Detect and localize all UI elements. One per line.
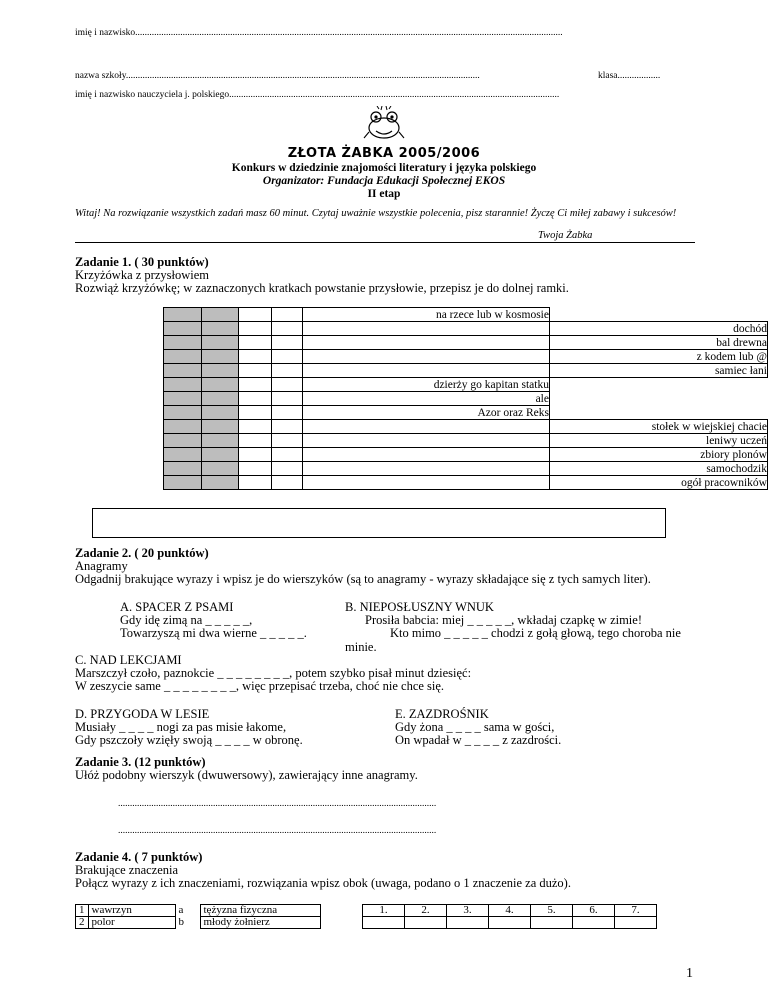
crossword-cell[interactable] (164, 392, 202, 406)
crossword-clue: samochodzik (549, 462, 767, 476)
teacher-line[interactable]: imię i nazwisko nauczyciela j. polskiego........................................................................................................................................... (75, 90, 560, 100)
task1-heading: Zadanie 1. ( 30 punktów) (75, 255, 209, 269)
crossword-clue: ogół pracowników (549, 476, 767, 490)
answer-label: 5. (531, 905, 573, 917)
crossword-clue: z kodem lub @ (549, 350, 767, 364)
crossword-cell[interactable] (201, 308, 239, 322)
crossword-cell[interactable] (272, 462, 303, 476)
crossword-row (164, 462, 768, 476)
crossword-clue: bal drewna (549, 336, 767, 350)
name-line[interactable]: imię i nazwisko.................................................................................................................................................................................... (75, 28, 563, 38)
task1-instruction: Rozwiąż krzyżówkę; w zaznaczonych kratkach powstanie przysłowie, przepisz je do dolnej ramki. (75, 281, 569, 295)
crossword-cell[interactable] (164, 434, 202, 448)
answer-cell[interactable] (489, 917, 531, 929)
crossword-cell[interactable] (239, 350, 272, 364)
answer-cell[interactable] (573, 917, 615, 929)
row-number: 2 (76, 917, 89, 929)
crossword-row (164, 448, 768, 462)
task3-instruction: Ułóż podobny wierszyk (dwuwersowy), zawierający inne anagramy. (75, 768, 418, 782)
crossword-cell[interactable] (303, 350, 550, 364)
task4-subtitle: Brakujące znaczenia (75, 863, 179, 877)
intro-text: Witaj! Na rozwiązanie wszystkich zadań masz 60 minut. Czytaj uważnie wszystkie polecenia, pisz starannie! Życzę Ci miłej zabawy i sukcesów! (75, 208, 677, 219)
crossword-cell[interactable] (239, 406, 272, 420)
crossword-row (164, 392, 768, 406)
word-cell: wawrzyn (88, 905, 175, 917)
meaning-letter: b (175, 917, 200, 929)
poem-b-title: B. NIEPOSŁUSZNY WNUK (345, 600, 494, 614)
crossword-cell[interactable] (239, 448, 272, 462)
crossword-cell[interactable] (303, 462, 550, 476)
crossword-cell[interactable] (164, 308, 202, 322)
crossword-cell[interactable] (201, 420, 239, 434)
poem-b-line1: Prosiła babcia: miej _ _ _ _ _, wkładaj czapkę w zimie! (365, 613, 642, 627)
poem-e-line2: On wpadał w _ _ _ _ z zazdrości. (395, 733, 562, 747)
word-meaning-table (75, 904, 321, 929)
poem-a-title: A. SPACER Z PSAMI (120, 600, 234, 614)
frog-logo-icon (360, 106, 408, 142)
crossword-cell[interactable] (272, 322, 303, 336)
crossword-clue: dzierży go kapitan statku (303, 378, 550, 392)
meaning-cell: tężyzna fizyczna (200, 905, 320, 917)
crossword-row (164, 434, 768, 448)
answer-label: 7. (615, 905, 657, 917)
crossword-cell[interactable] (201, 364, 239, 378)
crossword-cell[interactable] (164, 406, 202, 420)
crossword-cell[interactable] (272, 448, 303, 462)
meaning-letter: a (175, 905, 200, 917)
answer-cell[interactable] (615, 917, 657, 929)
crossword-cell[interactable] (164, 364, 202, 378)
crossword-cell[interactable] (201, 350, 239, 364)
crossword-clue: leniwy uczeń (549, 434, 767, 448)
poem-e-line1: Gdy żona _ _ _ _ sama w gości, (395, 720, 555, 734)
poem-b-line3: minie. (345, 640, 377, 654)
contest-title: ZŁOTA ŻABKA 2005/2006 (287, 146, 481, 161)
poem-d-title: D. PRZYGODA W LESIE (75, 707, 210, 721)
row-number: 1 (76, 905, 89, 917)
poem-answer-line2[interactable]: ...................................................................................................................................... (118, 826, 437, 836)
crossword-cell[interactable] (272, 406, 303, 420)
poem-a-line2: Towarzyszą mi dwa wierne _ _ _ _ _. (120, 626, 307, 640)
crossword-clue: samiec łani (549, 364, 767, 378)
task1-subtitle: Krzyżówka z przysłowiem (75, 268, 209, 282)
crossword-cell[interactable] (239, 336, 272, 350)
crossword-row (164, 364, 768, 378)
crossword-cell[interactable] (239, 420, 272, 434)
poem-c-line2: W zeszycie same _ _ _ _ _ _ _ _, więc przepisać trzeba, choć nie chce się. (75, 679, 445, 693)
crossword-cell[interactable] (239, 378, 272, 392)
crossword-row (164, 378, 768, 392)
answer-cell[interactable] (405, 917, 447, 929)
answer-label: 2. (405, 905, 447, 917)
answer-label: 3. (447, 905, 489, 917)
crossword-cell[interactable] (303, 420, 550, 434)
crossword-cell[interactable] (272, 378, 303, 392)
task2-instruction: Odgadnij brakujące wyrazy i wpisz je do wierszyków (są to anagramy - wyrazy składające się z tych samych liter). (75, 572, 651, 586)
crossword-cell[interactable] (303, 434, 550, 448)
crossword-cell[interactable] (239, 434, 272, 448)
crossword-cell[interactable] (164, 462, 202, 476)
poem-answer-line1[interactable]: ...................................................................................................................................... (118, 799, 437, 809)
poem-c-line1: Marszczył czoło, paznokcie _ _ _ _ _ _ _ _, potem szybko pisał minut dziesięć: (75, 666, 472, 680)
crossword-row (164, 420, 768, 434)
crossword-cell[interactable] (239, 476, 272, 490)
crossword-cell[interactable] (303, 364, 550, 378)
task4-instruction: Połącz wyrazy z ich znaczeniami, rozwiązania wpisz obok (uwaga, podano o 1 znaczenie za dużo). (75, 876, 571, 890)
crossword-cell[interactable] (272, 434, 303, 448)
crossword-cell[interactable] (164, 336, 202, 350)
answer-label: 4. (489, 905, 531, 917)
school-line[interactable]: nazwa szkoły..................................................................................................................................................... (75, 71, 480, 81)
contest-subtitle: Konkurs w dziedzinie znajomości literatury i języka polskiego (231, 162, 537, 174)
crossword-cell[interactable] (303, 322, 550, 336)
crossword-cell[interactable] (201, 406, 239, 420)
crossword-cell[interactable] (272, 476, 303, 490)
crossword-cell[interactable] (239, 364, 272, 378)
stage: II etap (367, 188, 401, 200)
answer-cell[interactable] (363, 917, 405, 929)
crossword (163, 307, 768, 490)
crossword-cell[interactable] (164, 378, 202, 392)
intro-signature: Twoja Żabka (538, 230, 593, 241)
crossword-cell[interactable] (164, 448, 202, 462)
crossword-row (164, 336, 768, 350)
crossword-cell[interactable] (201, 392, 239, 406)
crossword-cell[interactable] (272, 336, 303, 350)
answer-cell[interactable] (531, 917, 573, 929)
crossword-cell[interactable] (239, 392, 272, 406)
crossword-grid (163, 307, 768, 490)
crossword-cell[interactable] (164, 420, 202, 434)
table-row (76, 905, 321, 917)
poem-d-line2: Gdy pszczoły wzięły swoją _ _ _ _ w obronę. (75, 733, 303, 747)
crossword-cell[interactable] (239, 308, 272, 322)
crossword-clue: zbiory plonów (549, 448, 767, 462)
crossword-cell[interactable] (239, 462, 272, 476)
divider (75, 242, 695, 243)
crossword-cell[interactable] (164, 476, 202, 490)
table-row (76, 917, 321, 929)
proverb-answer-box[interactable] (92, 508, 666, 538)
crossword-row (164, 308, 768, 322)
poem-c-title: C. NAD LEKCJAMI (75, 653, 182, 667)
task2-subtitle: Anagramy (75, 559, 128, 573)
crossword-cell[interactable] (272, 308, 303, 322)
meaning-cell: młody żołnierz (200, 917, 320, 929)
crossword-cell[interactable] (201, 462, 239, 476)
crossword-cell[interactable] (303, 476, 550, 490)
class-line[interactable]: klasa.................. (598, 71, 661, 81)
crossword-clue: na rzece lub w kosmosie (303, 308, 550, 322)
crossword-cell[interactable] (164, 322, 202, 336)
crossword-row (164, 476, 768, 490)
crossword-cell[interactable] (272, 350, 303, 364)
poem-b-line2: Kto mimo _ _ _ _ _ chodzi z gołą głową, tego choroba nie (390, 626, 681, 640)
crossword-cell[interactable] (164, 350, 202, 364)
table-row (363, 905, 657, 917)
crossword-cell[interactable] (272, 392, 303, 406)
task2-heading: Zadanie 2. ( 20 punktów) (75, 546, 209, 560)
crossword-row (164, 350, 768, 364)
crossword-cell[interactable] (303, 448, 550, 462)
crossword-cell[interactable] (201, 448, 239, 462)
answer-label: 1. (363, 905, 405, 917)
crossword-cell[interactable] (201, 322, 239, 336)
word-cell: polor (88, 917, 175, 929)
crossword-cell[interactable] (303, 336, 550, 350)
task3-heading: Zadanie 3. (12 punktów) (75, 755, 206, 769)
poem-d-line1: Musiały _ _ _ _ nogi za pas misie łakome, (75, 720, 287, 734)
crossword-row (164, 406, 768, 420)
poem-a-line1: Gdy idę zimą na _ _ _ _ _, (120, 613, 253, 627)
crossword-clue: stołek w wiejskiej chacie (549, 420, 767, 434)
answer-label: 6. (573, 905, 615, 917)
crossword-row (164, 322, 768, 336)
answer-cell[interactable] (447, 917, 489, 929)
answer-table (362, 904, 657, 929)
crossword-clue: ale (303, 392, 550, 406)
crossword-clue: Azor oraz Reks (303, 406, 550, 420)
crossword-cell[interactable] (201, 378, 239, 392)
task4-heading: Zadanie 4. ( 7 punktów) (75, 850, 203, 864)
organizer: Organizator: Fundacja Edukacji Społecznej EKOS (262, 175, 506, 187)
table-row (363, 917, 657, 929)
poem-e-title: E. ZAZDROŚNIK (395, 707, 489, 721)
crossword-cell[interactable] (272, 364, 303, 378)
crossword-cell[interactable] (201, 434, 239, 448)
crossword-cell[interactable] (272, 420, 303, 434)
crossword-clue: dochód (549, 322, 767, 336)
page-number: 1 (686, 966, 693, 981)
crossword-cell[interactable] (201, 476, 239, 490)
crossword-cell[interactable] (239, 322, 272, 336)
crossword-cell[interactable] (201, 336, 239, 350)
